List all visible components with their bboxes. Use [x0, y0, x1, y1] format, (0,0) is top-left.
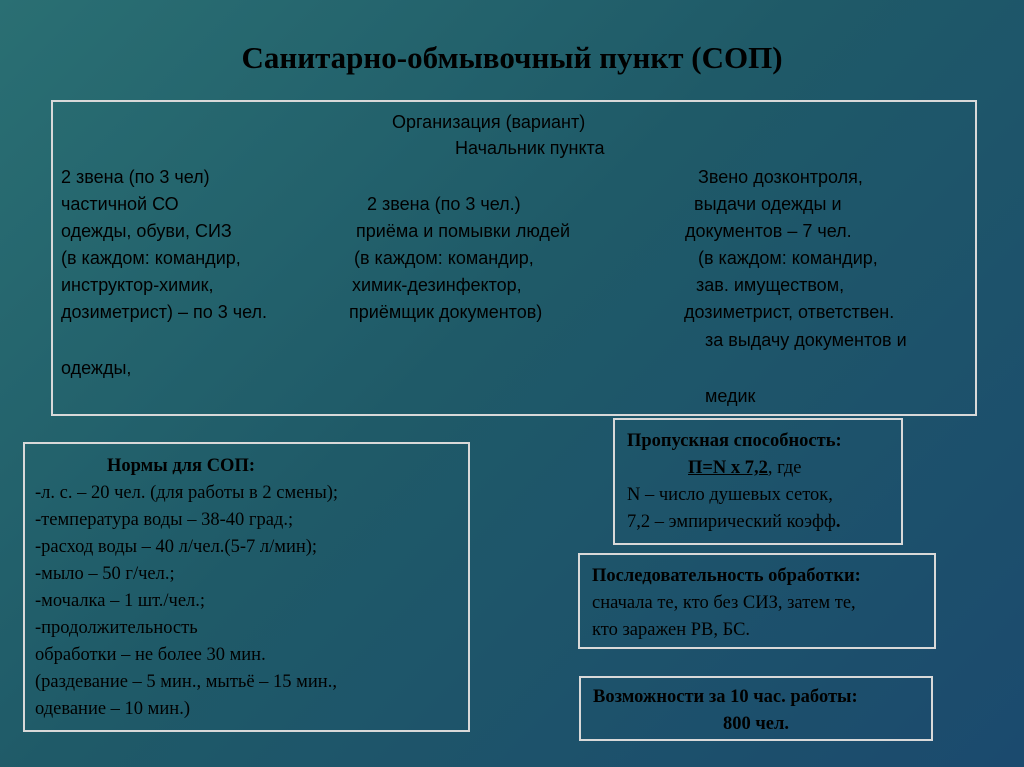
sequence-line: кто заражен РВ, БС. [592, 620, 751, 640]
col2-line: приёма и помывки людей [356, 221, 571, 241]
norms-box [23, 442, 470, 732]
norms-line: -л. с. – 20 чел. (для работы в 2 смены); [35, 483, 339, 503]
col1-line: одежды, обуви, СИЗ [61, 221, 232, 241]
capacity-heading: Пропускная способность: [627, 431, 842, 451]
page-title: Санитарно-обмывочный пункт (СОП) [241, 40, 783, 75]
norms-line: -продолжительность [35, 618, 198, 638]
col3-line: выдачи одежды и [694, 194, 842, 214]
col1-line: инструктор-химик, [61, 275, 214, 295]
col2-line: 2 звена (по 3 чел.) [367, 194, 521, 214]
col3-line: (в каждом: командир, [698, 248, 878, 268]
col1-line: одежды, [61, 358, 132, 378]
col3-line: медик [705, 386, 756, 406]
possibilities-heading: Возможности за 10 час. работы: [593, 687, 858, 707]
possibilities-box [579, 676, 933, 741]
col1-line: 2 звена (по 3 чел) [61, 167, 210, 187]
capacity-box [613, 418, 903, 545]
capacity-formula: П=N х 7,2 [688, 458, 768, 478]
sequence-line: сначала те, кто без СИЗ, затем те, [592, 593, 856, 613]
col2-line: приёмщик документов) [349, 302, 543, 322]
capacity-line: 7,2 – эмпирический коэфф [627, 512, 836, 532]
capacity-formula-line [688, 455, 801, 482]
possibilities-value: 800 чел. [722, 714, 790, 734]
norms-line: одевание – 10 мин.) [35, 699, 190, 719]
col2-line: химик-дезинфектор, [352, 275, 522, 295]
sequence-heading: Последовательность обработки: [592, 566, 861, 586]
norms-line: -мочалка – 1 шт./чел.; [35, 591, 206, 611]
col3-line: зав. имуществом, [696, 275, 845, 295]
norms-line: -температура воды – 38-40 град.; [35, 510, 294, 530]
col3-line: дозиметрист, ответствен. [684, 302, 895, 322]
org-header: Организация (вариант) [392, 112, 586, 132]
organization-box [51, 100, 977, 416]
col1-line: дозиметрист) – по 3 чел. [61, 302, 268, 322]
col3-line: Звено дозконтроля, [698, 167, 863, 187]
col1-line: частичной СО [61, 194, 179, 214]
sequence-box [578, 553, 936, 649]
col3-line: документов – 7 чел. [685, 221, 852, 241]
capacity-formula-suffix: , где [767, 458, 802, 478]
norms-line: -расход воды – 40 л/чел.(5-7 л/мин); [35, 537, 318, 557]
capacity-line2-wrap [627, 509, 841, 536]
org-chief: Начальник пункта [455, 138, 605, 158]
norms-line: обработки – не более 30 мин. [35, 645, 266, 665]
norms-line: -мыло – 50 г/чел.; [35, 564, 175, 584]
capacity-line-end: . [835, 512, 841, 532]
col3-line: за выдачу документов и [705, 330, 907, 350]
norms-line: (раздевание – 5 мин., мытьё – 15 мин., [35, 672, 337, 692]
col1-line: (в каждом: командир, [61, 248, 241, 268]
capacity-line: N – число душевых сеток, [627, 485, 833, 505]
norms-heading: Нормы для СОП: [107, 456, 255, 476]
col2-line: (в каждом: командир, [354, 248, 534, 268]
